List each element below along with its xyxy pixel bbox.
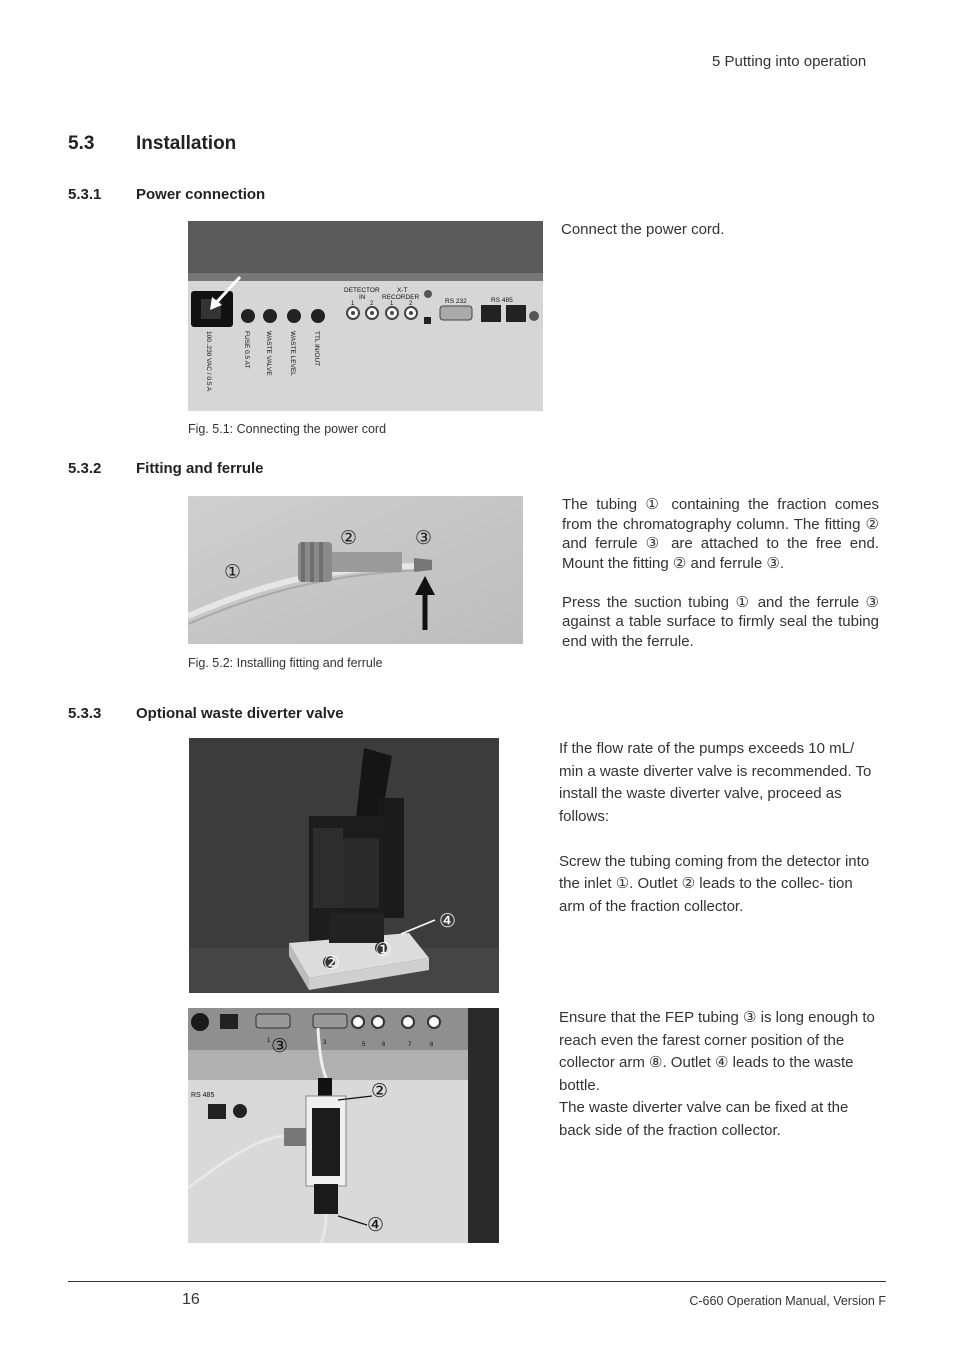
valve-paragraph-2: Screw the tubing coming from the detector into the inlet ①. Outlet ② leads to the collec- tion arm of the fraction collector. xyxy=(559,852,870,915)
section-number: 5.3 xyxy=(68,133,95,154)
fitting-text xyxy=(562,495,879,651)
label-n1: 1 xyxy=(267,1038,271,1044)
running-header: 5 Putting into operation xyxy=(712,53,867,70)
mounting-text xyxy=(559,1007,881,1142)
subsection-title: Fitting and ferrule xyxy=(136,460,264,477)
power-connection-photo xyxy=(188,221,543,411)
label-xt: X-T xyxy=(397,287,408,294)
label-waste-level: WASTE LEVEL xyxy=(289,331,296,376)
valve-text xyxy=(559,738,881,918)
label-n5: 5 xyxy=(362,1042,366,1048)
callout-2: ② xyxy=(340,527,358,549)
label-n1: 1 xyxy=(351,301,355,307)
label-n4: 2 xyxy=(409,301,413,307)
label-rs485: RS 485 xyxy=(491,297,513,304)
subsection-title: Power connection xyxy=(136,186,266,203)
label-n2: 2 xyxy=(370,301,374,307)
label-in: IN xyxy=(359,294,366,301)
footer-rule xyxy=(68,1281,886,1282)
callout-4: ④ xyxy=(367,1214,385,1236)
subsection-title: Optional waste diverter valve xyxy=(136,705,344,722)
power-instruction: Connect the power cord. xyxy=(561,221,725,238)
valve-paragraph-4: The waste diverter valve can be fixed at the back side of the fraction collector. xyxy=(559,1099,849,1139)
fitting-ferrule-photo xyxy=(188,496,523,644)
label-n3: 1 xyxy=(390,301,394,307)
label-detector: DETECTOR xyxy=(344,287,380,294)
subsection-number: 5.3.2 xyxy=(68,460,102,477)
footer-title: C-660 Operation Manual, Version F xyxy=(689,1294,886,1308)
label-n3: 3 xyxy=(323,1040,327,1046)
label-waste-valve: WASTE VALVE xyxy=(265,331,272,376)
callout-1: ① xyxy=(224,561,242,583)
label-n8: 8 xyxy=(430,1042,434,1048)
valve-mounting-photo xyxy=(188,1008,499,1243)
page-number: 16 xyxy=(182,1291,200,1308)
label-ttl: TTL IN/OUT xyxy=(313,331,320,367)
fitting-paragraph-1: The tubing ① containing the fraction comes from the chromatography column. The fitting ② and ferrule ③ are attached to the free end. Mount the fitting ② and ferrule ③. xyxy=(562,496,879,572)
label-n7: 7 xyxy=(408,1042,412,1048)
label-rs232: RS 232 xyxy=(445,298,467,305)
label-n6: 6 xyxy=(382,1042,386,1048)
fitting-paragraph-2: Press the suction tubing ① and the ferrule ③ against a table surface to firmly seal the tubing end with the ferrule. xyxy=(562,593,879,650)
callout-2: ② xyxy=(371,1080,389,1102)
callout-3: ③ xyxy=(271,1035,289,1057)
label-recorder: RECORDER xyxy=(382,294,420,301)
subsection-number: 5.3.3 xyxy=(68,705,102,722)
figure-caption-5-2: Fig. 5.2: Installing fitting and ferrule xyxy=(188,656,383,670)
label-fuse: FUSE 0.5 AT xyxy=(243,331,250,369)
callout-1: ① xyxy=(375,939,393,961)
figure-caption-5-1: Fig. 5.1: Connecting the power cord xyxy=(188,422,387,436)
label-rs485: RS 485 xyxy=(191,1092,215,1099)
callout-4: ④ xyxy=(439,910,457,932)
callout-3: ③ xyxy=(415,527,433,549)
waste-valve-photo xyxy=(189,738,499,993)
callout-2: ② xyxy=(323,952,341,974)
subsection-number: 5.3.1 xyxy=(68,186,102,203)
label-power: 100..230 VAC / 0.5 A xyxy=(205,331,212,392)
valve-paragraph-1: If the flow rate of the pumps exceeds 10 mL/ min a waste diverter valve is recommended. To install the waste diverter valve, proceed as follows: xyxy=(559,740,872,825)
section-title: Installation xyxy=(136,133,237,154)
valve-paragraph-3: Ensure that the FEP tubing ③ is long enough to reach even the farest corner position of the collector arm ⑧. Outlet ④ leads to the waste bottle. xyxy=(559,1009,875,1094)
